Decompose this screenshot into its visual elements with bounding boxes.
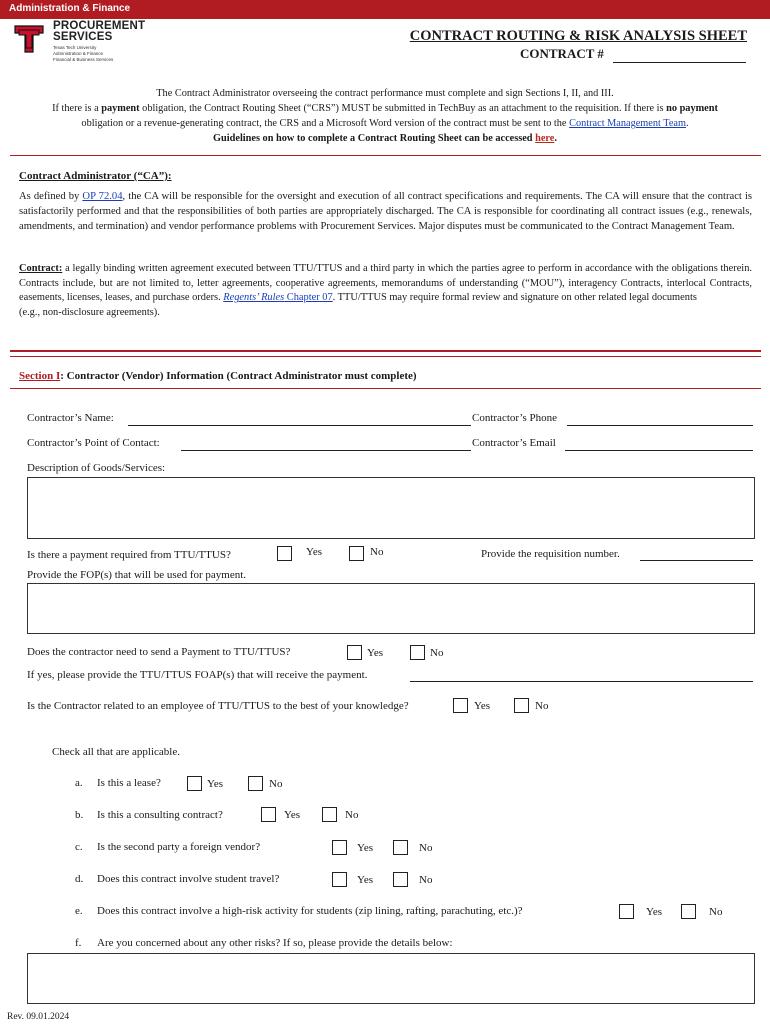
yes-label: Yes <box>357 842 374 854</box>
contractor-email-field[interactable] <box>565 450 753 451</box>
intro-line-4: Guidelines on how to complete a Contract Routing Sheet can be accessed here. <box>213 133 557 144</box>
section-1-heading: Section I: Contractor (Vendor) Information (Contract Administrator must complete) <box>19 370 417 382</box>
high-risk-yes-checkbox[interactable] <box>619 904 634 919</box>
intro-line-3: obligation or a revenue-generating contract, the CRS and a Microsoft Word version of the contract must be sent to the Contract Management Team. <box>81 118 689 129</box>
other-risks-textarea[interactable] <box>27 953 755 1004</box>
contractor-payment-question: Does the contractor need to send a Payment to TTU/TTUS? <box>27 646 291 658</box>
revision-label: Rev. 09.01.2024 <box>7 1012 70 1022</box>
item-letter: b. <box>75 809 84 821</box>
student-travel-yes-checkbox[interactable] <box>332 872 347 887</box>
logo-subtext-2: Administration & Finance <box>53 51 104 56</box>
consulting-yes-checkbox[interactable] <box>261 807 276 822</box>
yes-label: Yes <box>207 778 224 790</box>
foap-field[interactable] <box>410 681 753 682</box>
description-label: Description of Goods/Services: <box>27 462 166 474</box>
no-label: No <box>709 906 723 918</box>
lease-no-checkbox[interactable] <box>248 776 263 791</box>
payment-question: Is there a payment required from TTU/TTUS? <box>27 549 231 561</box>
high-risk-no-checkbox[interactable] <box>681 904 696 919</box>
contract-number-label: CONTRACT # <box>520 46 604 61</box>
related-no-checkbox[interactable] <box>514 698 529 713</box>
no-label: No <box>269 778 283 790</box>
divider <box>10 356 761 357</box>
yes-label: Yes <box>646 906 663 918</box>
no-label: No <box>370 546 384 558</box>
page-title: CONTRACT ROUTING & RISK ANALYSIS SHEET <box>409 28 747 44</box>
double-t-logo-icon <box>14 24 44 54</box>
check-all-label: Check all that are applicable. <box>52 746 180 758</box>
foreign-vendor-no-checkbox[interactable] <box>393 840 408 855</box>
logo-subtext-1: Texas Tech University <box>53 45 97 50</box>
contractor-name-label: Contractor’s Name: <box>27 412 114 424</box>
requisition-label: Provide the requisition number. <box>481 548 620 560</box>
contract-management-team-link[interactable]: Contract Management Team <box>569 118 686 129</box>
contractor-phone-field[interactable] <box>567 425 753 426</box>
logo-subtext-3: Financial & Business Services <box>53 57 114 62</box>
student-travel-no-checkbox[interactable] <box>393 872 408 887</box>
foap-label: If yes, please provide the TTU/TTUS FOAP(s) that will receive the payment. <box>27 669 368 681</box>
contractor-phone-label: Contractor’s Phone <box>472 412 558 424</box>
divider <box>10 388 761 389</box>
payment-no-checkbox[interactable] <box>349 546 364 561</box>
divider <box>10 155 761 156</box>
yes-label: Yes <box>306 546 323 558</box>
divider <box>10 350 761 352</box>
ca-paragraph: As defined by OP 72.04, the CA will be responsible for the oversight and execution of all contract specifications and requirements. The CA will ensure that the contract is satisfactorily performed and that the responsibilities of both parties are appropriately discharged. The CA is responsible for coordinating all contract issues (e.g., renewals, amendments, and termination) and vendor performance problems with Procurement Services. Major disputes must be communicated to the Contract Management Team. <box>19 191 753 232</box>
fop-label: Provide the FOP(s) that will be used for payment. <box>27 569 247 581</box>
consulting-no-checkbox[interactable] <box>322 807 337 822</box>
student-travel-question: Does this contract involve student travel? <box>97 873 280 885</box>
no-label: No <box>419 842 433 854</box>
intro-line-1: The Contract Administrator overseeing the contract performance must complete and sign Sections I, II, and III. <box>156 88 614 99</box>
contractor-name-field[interactable] <box>128 425 471 426</box>
guidelines-here-link[interactable]: here <box>535 133 555 144</box>
intro-line-2: If there is a payment obligation, the Contract Routing Sheet (“CRS”) MUST be submitted in TechBuy as an attachment to the requisition. If there is no payment <box>52 103 718 114</box>
item-letter: d. <box>75 873 84 885</box>
yes-label: Yes <box>474 700 491 712</box>
foreign-vendor-question: Is the second party a foreign vendor? <box>97 841 261 853</box>
logo-services: SERVICES <box>53 31 113 43</box>
header-banner <box>0 0 770 19</box>
regents-rules-link[interactable]: Regents’ Rules Chapter 07 <box>223 292 333 304</box>
no-label: No <box>345 809 359 821</box>
other-risks-question: Are you concerned about any other risks? If so, please provide the details below: <box>97 937 453 949</box>
description-textarea[interactable] <box>27 477 755 539</box>
item-letter: f. <box>75 937 82 949</box>
consulting-question: Is this a consulting contract? <box>97 809 223 821</box>
contract-number-field[interactable] <box>613 62 746 63</box>
yes-label: Yes <box>284 809 301 821</box>
contractor-email-label: Contractor’s Email <box>472 437 556 449</box>
lease-question: Is this a lease? <box>97 777 161 789</box>
related-yes-checkbox[interactable] <box>453 698 468 713</box>
logo-procurement: PROCUREMENT <box>53 20 146 32</box>
item-letter: a. <box>75 777 83 789</box>
op-7204-link[interactable]: OP 72.04 <box>82 191 123 202</box>
no-label: No <box>430 647 444 659</box>
point-of-contact-field[interactable] <box>181 450 471 451</box>
no-label: No <box>535 700 549 712</box>
fop-textarea[interactable] <box>27 583 755 634</box>
related-question: Is the Contractor related to an employee of TTU/TTUS to the best of your knowledge? <box>27 700 409 712</box>
point-of-contact-label: Contractor’s Point of Contact: <box>27 437 160 449</box>
yes-label: Yes <box>367 647 384 659</box>
banner-text: Administration & Finance <box>9 3 131 14</box>
contractor-payment-yes-checkbox[interactable] <box>347 645 362 660</box>
yes-label: Yes <box>357 874 374 886</box>
payment-yes-checkbox[interactable] <box>277 546 292 561</box>
foreign-vendor-yes-checkbox[interactable] <box>332 840 347 855</box>
contract-definition: Contract: a legally binding written agreement executed between TTU/TTUS and a third party in which the parties agree to perform in accordance with the obligations therein. Contracts include, but are not limited to, letter agreements, cooperative agreements, memorandums of understanding (“MOU”), interagency Contracts, interlocal Contracts, easements, licenses, leases, and purchase orders. Regents’ Rules Chapter 07. TTU/TTUS may require formal review and signature on other related legal documents (e.g., non-disclosure agreements). <box>19 263 752 318</box>
lease-yes-checkbox[interactable] <box>187 776 202 791</box>
item-letter: c. <box>75 841 83 853</box>
high-risk-question: Does this contract involve a high-risk activity for students (zip lining, rafting, parachuting, etc.)? <box>97 905 523 917</box>
requisition-field[interactable] <box>640 560 753 561</box>
no-label: No <box>419 874 433 886</box>
item-letter: e. <box>75 905 83 917</box>
ca-heading: Contract Administrator (“CA”): <box>19 170 172 182</box>
contractor-payment-no-checkbox[interactable] <box>410 645 425 660</box>
